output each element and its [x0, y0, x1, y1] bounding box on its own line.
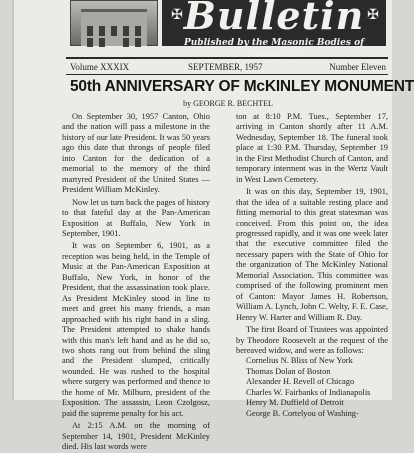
list-item: Alexander H. Revell of Chicago — [246, 377, 355, 387]
list-item: George B. Cortelyou of Washing- — [246, 408, 359, 418]
article-paragraph: On September 30, 1957 Canton, Ohio and the nation will pass a milestone in the history of our late President. It was 50 years ago this date that throngs of people filed into Canton for the dedication of a memorial to the memory of the third martyred President of the United States — President William McKinley. — [62, 112, 210, 195]
issue-date: SEPTEMBER, 1957 — [188, 62, 263, 72]
list-item: Charles W. Fairbanks of Indianapolis — [246, 387, 371, 397]
issue-number: Number Eleven — [329, 62, 386, 72]
issue-volume: Volume XXXIX — [70, 62, 130, 72]
article-paragraph: ton at 8:10 P.M. Tues., September 17, arriving in Canton shortly after 11 A.M. Wednesday, September 18. The funeral took place at 1:30 P.M. Thursday, September 19 in the First Methodist Church of Canton, and temporary interment was in the Wertz Vault in West Lawn Cemetery. — [236, 112, 388, 184]
publication-title: Bulletin — [183, 0, 365, 38]
article-column-right — [236, 112, 388, 418]
issue-line — [70, 61, 386, 73]
publication-tagline: Published by the Masonic Bodies of — [184, 38, 364, 48]
list-item: Henry M. Duffield of Detroit — [246, 398, 344, 408]
masthead-photo — [70, 0, 158, 46]
article-paragraph: The first Board of Trustees was appointed by Theodore Roosevelt at the request of the bereaved widow, and were as follows: — [236, 325, 388, 355]
article-paragraph: It was on September 6, 1901, as a reception was being held, in the Temple of Music at the Pan-American Exposition at Buffalo, New York, in honor of the President, that the assassination took place. As President McKinley stood in line to meet and greet his many friends, a man approached with his right hand in a sling. The President attempted to shake hands with this man's left hand and as he did so, two shots rang out from behind the sling and the President slumped, critically wounded. He was rushed to the hospital where surgery was performed and thence to the home of Mr. Milburn, president of the Exposition. The assassin, Leon Czolgosz, paid the supreme penalty for his act. — [62, 241, 210, 418]
trustee-list — [236, 356, 388, 419]
article-paragraph: It was on this day, September 19, 1901, that the idea of a suitable resting place and fitting memorial to this great statesman was conceived. From this point on, the idea progressed rapidly, and it was one week later that the executive committee filed the necessary papers with the State of Ohio for the organization of The McKinley National Memorial Association. This committee was comprised of the following prominent men of Canton: Mayor James H. Robertson, William A. Lynch, John C. Welty, F. E. Case, Henry W. Harter and William R. Day. — [236, 187, 388, 322]
article-paragraph: Now let us turn back the pages of history to that fateful day at the Pan-American Exposition at Buffalo, New York in September, 1901. — [62, 197, 210, 238]
masthead — [14, 0, 392, 58]
list-item: Thomas Dolan of Boston — [246, 366, 331, 376]
issue-rule — [66, 74, 388, 75]
list-item: Cornelius N. Bliss of New York — [246, 356, 353, 366]
article-paragraph: At 2:15 A.M. on the morning of September 14, 1901, President McKinley died. His last words were — [62, 421, 210, 452]
article-column-left — [62, 112, 210, 452]
article-headline: 50th ANNIVERSARY OF McKINLEY MONUMENT — [70, 78, 414, 95]
article-byline: by GEORGE R. BECHTEL — [183, 99, 273, 108]
bulletin-page — [14, 0, 414, 452]
square-compass-icon: ✠ — [171, 7, 183, 23]
masthead-rule — [66, 57, 388, 59]
square-compass-icon: ✠ — [367, 7, 379, 23]
temple-building-image — [81, 9, 147, 46]
